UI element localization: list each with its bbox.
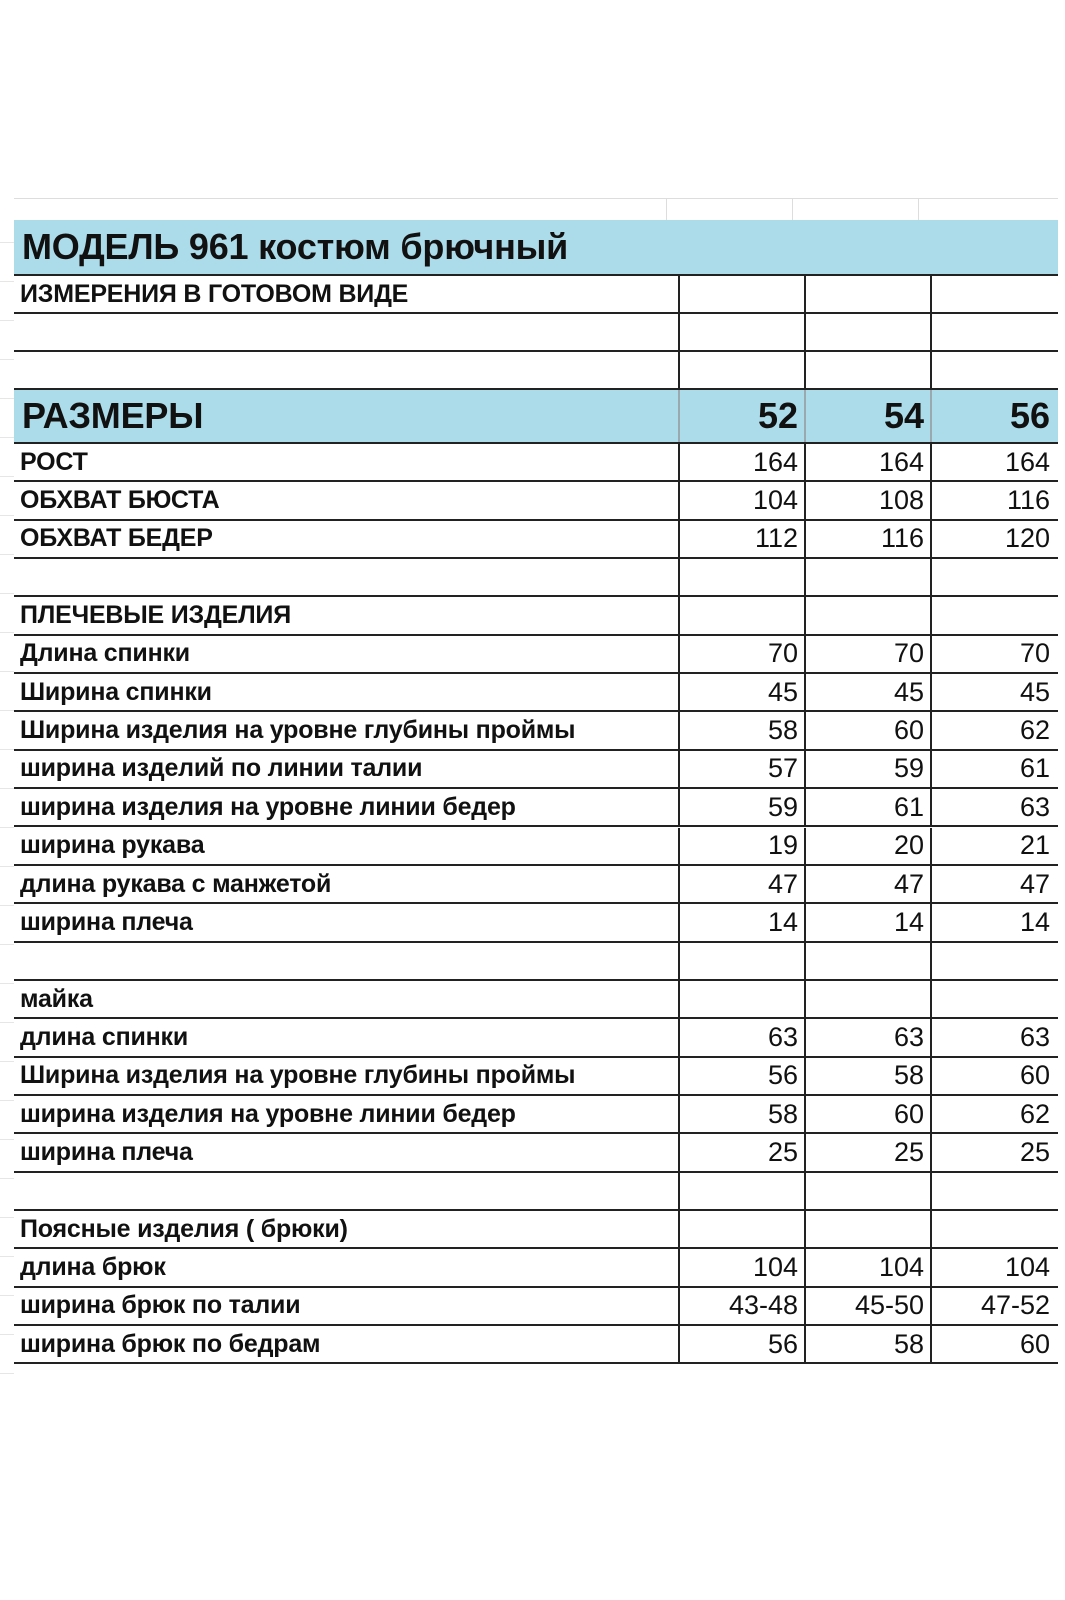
table-row[interactable] — [14, 521, 1058, 559]
row-label[interactable]: ширина изделий по линии талии — [20, 754, 423, 783]
size-54-value[interactable]: 47 — [804, 866, 930, 902]
table-row[interactable] — [14, 981, 1058, 1019]
size-52-value[interactable] — [678, 559, 804, 595]
row-label[interactable]: длина брюк — [20, 1253, 166, 1282]
size-52[interactable]: 52 — [678, 390, 804, 442]
size-54-value[interactable]: 58 — [804, 1326, 930, 1362]
size-52-value[interactable]: 43-48 — [678, 1288, 804, 1324]
size-54-value[interactable] — [804, 559, 930, 595]
size-54-value[interactable]: 25 — [804, 1134, 930, 1170]
empty-cell[interactable] — [930, 352, 1056, 388]
row-label[interactable]: ОБХВАТ БЮСТА — [20, 486, 220, 515]
table-row[interactable] — [14, 1019, 1058, 1057]
empty-cell[interactable] — [804, 352, 930, 388]
col-divider — [918, 199, 919, 221]
size-56-value[interactable]: 61 — [930, 751, 1056, 787]
size-56-value[interactable] — [930, 597, 1056, 633]
row-label[interactable]: Ширина изделия на уровне глубины проймы — [20, 716, 576, 745]
sizes-header-row[interactable] — [14, 390, 1058, 444]
size-56-value[interactable]: 116 — [930, 482, 1056, 518]
size-54-value[interactable]: 58 — [804, 1058, 930, 1094]
row-label[interactable]: ПЛЕЧЕВЫЕ ИЗДЕЛИЯ — [20, 601, 291, 630]
size-54-value[interactable] — [804, 1211, 930, 1247]
size-56-value[interactable]: 63 — [930, 789, 1056, 825]
row-label[interactable] — [14, 943, 678, 979]
table-row[interactable] — [14, 444, 1058, 482]
title-row[interactable] — [14, 220, 1058, 276]
row-label[interactable]: Длина спинки — [20, 639, 190, 668]
empty-row[interactable] — [14, 314, 1058, 352]
row-label[interactable]: ширина брюк по бедрам — [20, 1329, 321, 1358]
size-54-value[interactable]: 45-50 — [804, 1288, 930, 1324]
size-56-value[interactable]: 21 — [930, 828, 1056, 864]
measurements-heading: ИЗМЕРЕНИЯ В ГОТОВОМ ВИДЕ — [20, 279, 409, 308]
size-56-value[interactable]: 62 — [930, 1096, 1056, 1132]
size-56-value[interactable]: 45 — [930, 674, 1056, 710]
size-56-value[interactable]: 70 — [930, 636, 1056, 672]
empty-cell[interactable] — [14, 352, 678, 388]
table-row[interactable] — [14, 1096, 1058, 1134]
empty-cell[interactable] — [930, 276, 1056, 312]
size-52-value[interactable] — [678, 1211, 804, 1247]
size-56-value[interactable] — [930, 1173, 1056, 1209]
size-56-value[interactable]: 63 — [930, 1019, 1056, 1055]
col-divider — [666, 199, 667, 221]
size-54-value[interactable]: 59 — [804, 751, 930, 787]
col-divider — [792, 199, 793, 221]
size-54-value[interactable] — [804, 943, 930, 979]
size-54-value[interactable]: 104 — [804, 1249, 930, 1285]
table-row[interactable] — [14, 1288, 1058, 1326]
size-54-value[interactable]: 70 — [804, 636, 930, 672]
size-52-value[interactable] — [678, 981, 804, 1017]
size-54-value[interactable]: 63 — [804, 1019, 930, 1055]
table-row[interactable] — [14, 559, 1058, 597]
size-56-value[interactable] — [930, 1211, 1056, 1247]
row-label[interactable]: ширина изделия на уровне линии бедер — [20, 792, 516, 821]
table-row[interactable] — [14, 1211, 1058, 1249]
empty-cell[interactable] — [678, 314, 804, 350]
size-52-value[interactable]: 45 — [678, 674, 804, 710]
table-row[interactable] — [14, 636, 1058, 674]
row-label[interactable]: майка — [20, 984, 93, 1013]
size-54[interactable]: 54 — [804, 390, 930, 442]
row-label[interactable] — [14, 559, 678, 595]
table-row[interactable] — [14, 482, 1058, 520]
sizes-label: РАЗМЕРЫ — [22, 395, 204, 436]
size-52-value[interactable]: 25 — [678, 1134, 804, 1170]
size-52-value[interactable]: 164 — [678, 444, 804, 480]
size-52-value[interactable]: 63 — [678, 1019, 804, 1055]
table-row[interactable] — [14, 1249, 1058, 1287]
size-54-value[interactable]: 164 — [804, 444, 930, 480]
size-52-value[interactable]: 57 — [678, 751, 804, 787]
size-54-value[interactable] — [804, 981, 930, 1017]
size-54-value[interactable]: 20 — [804, 828, 930, 864]
table-row[interactable] — [14, 828, 1058, 866]
size-52-value[interactable]: 112 — [678, 521, 804, 557]
empty-cell[interactable] — [804, 276, 930, 312]
size-52-value[interactable]: 14 — [678, 904, 804, 940]
size-52-value[interactable] — [678, 943, 804, 979]
size-56[interactable]: 56 — [930, 390, 1056, 442]
row-label[interactable]: ширина брюк по талии — [20, 1291, 301, 1320]
row-label[interactable]: Ширина изделия на уровне глубины проймы — [20, 1061, 576, 1090]
table-row[interactable] — [14, 789, 1058, 827]
row-label[interactable]: ширина изделия на уровне линии бедер — [20, 1099, 516, 1128]
row-label[interactable]: ширина рукава — [20, 831, 205, 860]
size-54-value[interactable]: 14 — [804, 904, 930, 940]
table-row[interactable] — [14, 597, 1058, 635]
size-54-value[interactable]: 60 — [804, 1096, 930, 1132]
row-label[interactable]: Поясные изделия ( брюки) — [20, 1214, 348, 1243]
empty-cell[interactable] — [678, 276, 804, 312]
size-56-value[interactable]: 14 — [930, 904, 1056, 940]
row-label[interactable]: ширина плеча — [20, 907, 193, 936]
size-56-value[interactable] — [930, 981, 1056, 1017]
model-title: МОДЕЛЬ 961 костюм брючный — [22, 226, 569, 267]
size-56-value[interactable]: 62 — [930, 712, 1056, 748]
size-56-value[interactable]: 25 — [930, 1134, 1056, 1170]
size-52-value[interactable]: 56 — [678, 1058, 804, 1094]
size-52-value[interactable]: 59 — [678, 789, 804, 825]
empty-row[interactable] — [14, 352, 1058, 390]
row-label[interactable]: ширина плеча — [20, 1137, 193, 1166]
size-52-value[interactable] — [678, 597, 804, 633]
size-52-value[interactable]: 19 — [678, 828, 804, 864]
table-row[interactable] — [14, 712, 1058, 750]
empty-cell[interactable] — [14, 314, 678, 350]
table-row[interactable] — [14, 1134, 1058, 1172]
subtitle-row[interactable] — [14, 276, 1058, 314]
size-56-value[interactable]: 60 — [930, 1058, 1056, 1094]
size-56-value[interactable]: 60 — [930, 1326, 1056, 1362]
table-row[interactable] — [14, 943, 1058, 981]
size-52-value[interactable] — [678, 1173, 804, 1209]
size-54-value[interactable] — [804, 597, 930, 633]
size-52-value[interactable]: 70 — [678, 636, 804, 672]
size-56-value[interactable] — [930, 943, 1056, 979]
size-56-value[interactable]: 47 — [930, 866, 1056, 902]
empty-cell[interactable] — [930, 314, 1056, 350]
table-row[interactable] — [14, 674, 1058, 712]
size-52-value[interactable]: 47 — [678, 866, 804, 902]
size-54-value[interactable] — [804, 1173, 930, 1209]
table-row[interactable] — [14, 751, 1058, 789]
row-label[interactable]: длина рукава с манжетой — [20, 869, 332, 898]
row-label[interactable]: Ширина спинки — [20, 677, 212, 706]
size-54-value[interactable]: 60 — [804, 712, 930, 748]
row-label[interactable]: РОСТ — [20, 447, 88, 476]
row-gutter — [0, 204, 14, 1386]
size-56-value[interactable]: 164 — [930, 444, 1056, 480]
table-row[interactable] — [14, 1326, 1058, 1364]
size-52-value[interactable]: 58 — [678, 1096, 804, 1132]
empty-cell[interactable] — [804, 314, 930, 350]
table-row[interactable] — [14, 866, 1058, 904]
table-row[interactable] — [14, 1058, 1058, 1096]
size-56-value[interactable] — [930, 559, 1056, 595]
size-52-value[interactable]: 58 — [678, 712, 804, 748]
row-label[interactable] — [14, 1173, 678, 1209]
size-54-value[interactable]: 116 — [804, 521, 930, 557]
row-label[interactable]: длина спинки — [20, 1022, 189, 1051]
empty-cell[interactable] — [678, 352, 804, 388]
size-54-value[interactable]: 108 — [804, 482, 930, 518]
size-56-value[interactable]: 120 — [930, 521, 1056, 557]
sheet-top-gridlines — [14, 198, 1058, 221]
row-label[interactable]: ОБХВАТ БЕДЕР — [20, 524, 213, 553]
size-56-value[interactable]: 104 — [930, 1249, 1056, 1285]
size-54-value[interactable]: 61 — [804, 789, 930, 825]
table-row[interactable] — [14, 904, 1058, 942]
size-52-value[interactable]: 56 — [678, 1326, 804, 1362]
size-54-value[interactable]: 45 — [804, 674, 930, 710]
size-52-value[interactable]: 104 — [678, 482, 804, 518]
size-56-value[interactable]: 47-52 — [930, 1288, 1056, 1324]
table-row[interactable] — [14, 1173, 1058, 1211]
size-52-value[interactable]: 104 — [678, 1249, 804, 1285]
